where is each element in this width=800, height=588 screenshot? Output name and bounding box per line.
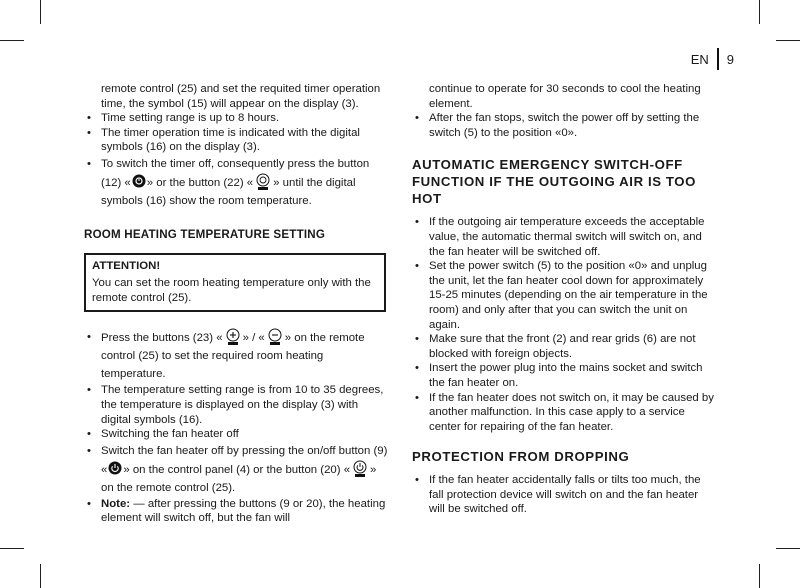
crop-mark-bottom-right-h [776, 548, 800, 549]
timer-button-icon [132, 174, 146, 188]
list-item: • Press the buttons (23) « » / « » on the remote control (25) to set the required room heating temperature. [84, 328, 390, 383]
list-item: • Set the power switch (5) to the position «0» and unplug the unit, let the fan heater cool down for approximately 15-25 minutes (depending on the air temperature in the room) and only after that you can switch the unit on again. [412, 259, 717, 332]
crop-mark-bottom-left [40, 564, 41, 588]
timer-remote-button-icon [254, 173, 272, 191]
list-item: • The timer operation time is indicated with the digital symbols (16) on the display (3). [84, 126, 390, 155]
power-remote-button-icon [351, 460, 369, 478]
temperature-instructions-list [84, 328, 390, 526]
list-item: • If the outgoing air temperature exceeds the acceptable value, the automatic thermal switch will switch on, and the fan heater will be switched off. [412, 215, 717, 259]
list-item: • Time setting range is up to 8 hours. [84, 111, 390, 126]
minus-button-icon [266, 328, 284, 346]
list-item: • After the fan stops, switch the power off by setting the switch (5) to the position «0». [412, 111, 717, 140]
list-item: • To switch the timer off, consequently press the button (12) « » or the button (22) « » until the digital symbols (16) show the room temperature. [84, 155, 390, 210]
section-heading-protection-from-dropping: PROTECTION FROM DROPPING [412, 449, 630, 465]
attention-text: You can set the room heating temperature only with the remote control (25). [92, 277, 371, 304]
crop-mark-bottom-left-h [0, 548, 24, 549]
list-item: • Make sure that the front (2) and rear grids (6) are not blocked with foreign objects. [412, 332, 717, 361]
note-label: Note: [101, 497, 131, 510]
list-item: • Switch the fan heater off by pressing the on/off button (9) « » on the control panel (4) or the button (20) « » on the remote control (25). [84, 442, 390, 497]
section-heading-room-temperature: ROOM HEATING TEMPERATURE SETTING [84, 227, 326, 241]
timer-instructions-list [84, 82, 390, 210]
language-code: EN [690, 51, 709, 67]
attention-title: ATTENTION! [92, 259, 161, 272]
emergency-list [412, 215, 717, 434]
crop-mark-top-left-h [0, 40, 24, 41]
plus-button-icon [224, 328, 242, 346]
page-header [691, 48, 734, 70]
fan-stop-list [412, 82, 717, 140]
header-divider [717, 48, 719, 70]
crop-mark-top-right-h [776, 40, 800, 41]
list-item: • Switching the fan heater off [84, 427, 390, 442]
list-item: • The temperature setting range is from 10 to 35 degrees, the temperature is displayed on the display (3) with digital symbols (16). [84, 383, 390, 427]
crop-mark-bottom-right [759, 564, 760, 588]
attention-box [84, 253, 386, 313]
crop-mark-top-right [759, 0, 760, 24]
dropping-list [412, 473, 717, 517]
list-item: continue to operate for 30 seconds to cool the heating element. [429, 83, 701, 110]
section-heading-emergency-switch-off: AUTOMATIC EMERGENCY SWITCH-OFF FUNCTION IF THE OUTGOING AIR IS TOO HOT [412, 157, 697, 207]
left-column [84, 82, 390, 526]
list-item: • Insert the power plug into the mains socket and switch the fan heater on. [412, 361, 717, 390]
power-button-icon [108, 461, 122, 475]
page-number: 9 [726, 51, 734, 67]
list-item: • If the fan heater does not switch on, it may be caused by another malfunction. In this case apply to a service center for repairing of the fan heater. [412, 391, 717, 435]
crop-mark-top-left [40, 0, 41, 24]
list-item: • If the fan heater accidentally falls or tilts too much, the fall protection device will switch on and the fan heater will be switched off. [412, 473, 717, 517]
list-item: remote control (25) and set the requited timer operation time, the symbol (15) will appear on the display (3). [101, 83, 381, 110]
right-column [412, 82, 717, 517]
list-item: • Note: — after pressing the buttons (9 or 20), the heating element will switch off, but the fan will [84, 497, 390, 526]
